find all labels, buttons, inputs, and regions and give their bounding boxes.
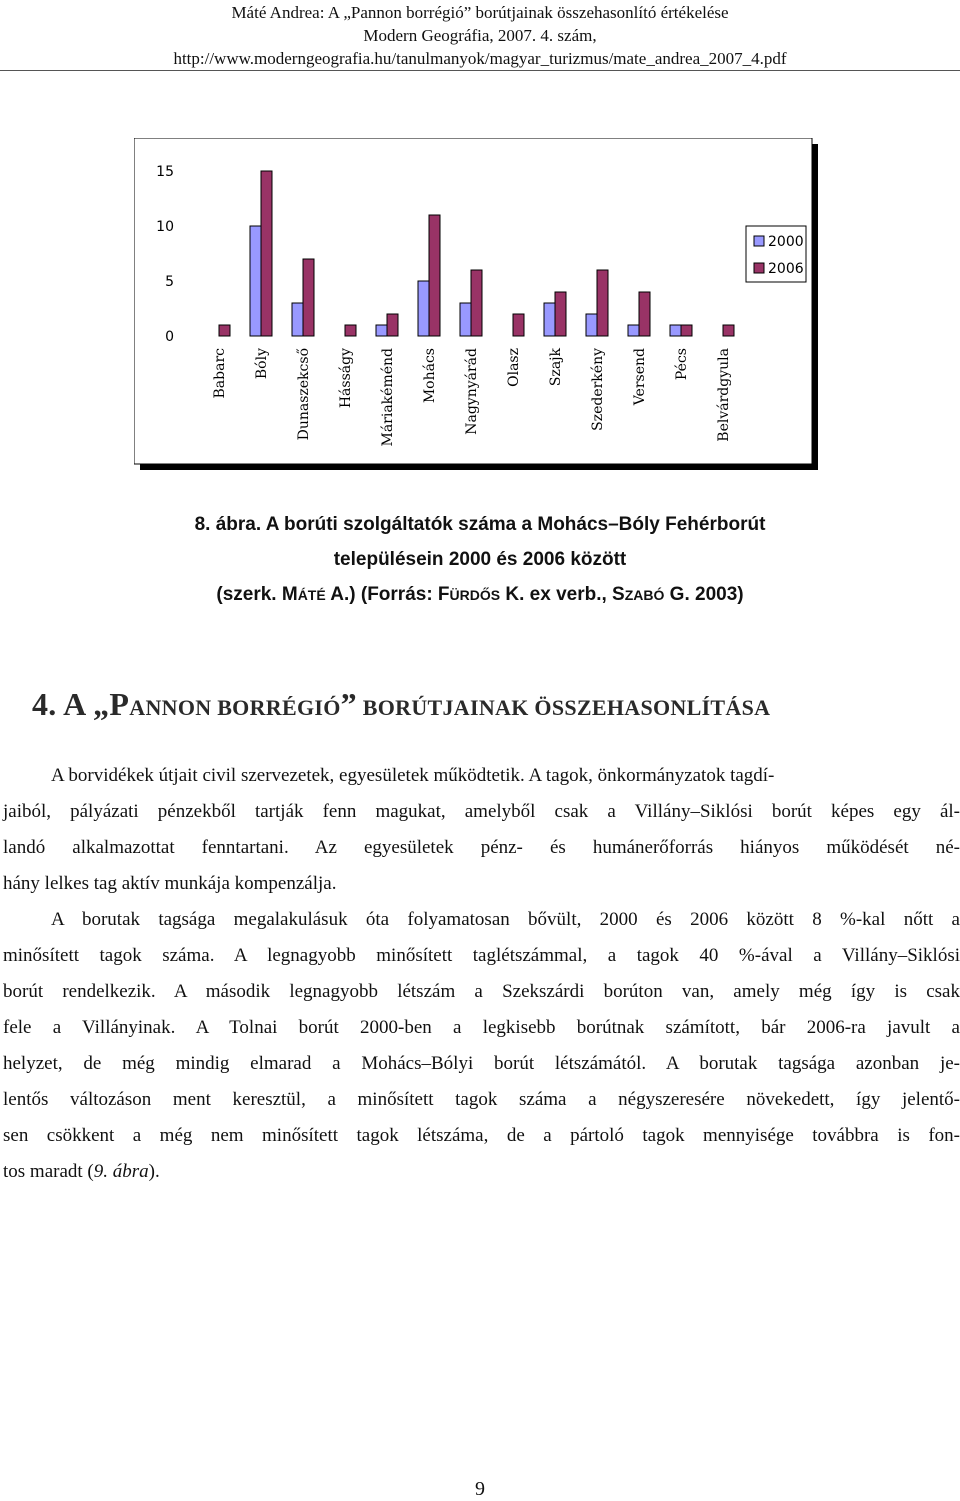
text-part: tos maradt ( bbox=[3, 1161, 94, 1182]
x-tick-label: Dunaszekcső bbox=[296, 348, 312, 441]
header-rule bbox=[0, 70, 960, 71]
text-line: A borutak tagsága megalakulásuk óta folyamatosan bővült, 2000 és 2006 között 8 %-kal nőtt a bbox=[51, 909, 960, 930]
bar-2000-Máriakéménd bbox=[376, 325, 387, 336]
bar-2006-Pécs bbox=[681, 325, 692, 336]
x-tick-label: Nagynyárád bbox=[464, 348, 480, 435]
page-number: 9 bbox=[475, 1478, 485, 1500]
text-line: hány lelkes tag aktív munkája kompenzálja. bbox=[3, 873, 337, 894]
x-tick-label: Versend bbox=[632, 348, 648, 406]
legend-label-2006: 2006 bbox=[768, 261, 804, 277]
x-tick-label: Mohács bbox=[422, 348, 438, 404]
caption-part: A.) (Forrás: F bbox=[325, 584, 450, 605]
text-line: lentős változáson ment keresztül, a minősített tagok száma a négyszeresére növekedett, így jelentő- bbox=[3, 1089, 960, 1110]
legend-label-2000: 2000 bbox=[768, 234, 804, 250]
text-line: A borvidékek útjait civil szervezetek, egyesületek működtetik. A tagok, önkormányzatok tagdí- bbox=[51, 765, 775, 786]
caption-smallcaps: ÁTÉ bbox=[297, 587, 326, 603]
bar-2006-Szajk bbox=[555, 292, 566, 336]
bar-2006-Olasz bbox=[513, 314, 524, 336]
heading-rest: BORÚTJAINAK ÖSSZEHASONLÍTÁSA bbox=[356, 695, 771, 720]
caption-part: G. 2003) bbox=[664, 584, 744, 605]
y-tick-label: 5 bbox=[165, 274, 174, 290]
text-part: ). bbox=[148, 1161, 160, 1182]
chart-legend bbox=[746, 226, 806, 282]
x-tick-label: Babarc bbox=[212, 348, 228, 399]
bar-2000-Mohács bbox=[418, 281, 429, 336]
bar-2000-Versend bbox=[628, 325, 639, 336]
bar-2006-Belvárdgyula bbox=[723, 325, 734, 336]
heading-quote-close: ” bbox=[340, 686, 357, 722]
bar-2006-Versend bbox=[639, 292, 650, 336]
legend-swatch-2006 bbox=[754, 263, 764, 273]
y-tick-label: 15 bbox=[156, 164, 174, 180]
text-line: jaiból, pályázati pénzekből tartják fenn magukat, amelyből csak a Villány–Siklósi borút képes egy ál- bbox=[3, 801, 960, 822]
x-tick-label: Olasz bbox=[506, 348, 522, 387]
heading-smallcaps: ANNON BORRÉGIÓ bbox=[129, 695, 341, 720]
caption-line-3 bbox=[100, 577, 860, 613]
bar-2000-Szajk bbox=[544, 303, 555, 336]
bar-chart bbox=[134, 138, 820, 472]
bar-2000-Dunaszekcső bbox=[292, 303, 303, 336]
x-tick-label: Máriakéménd bbox=[380, 348, 396, 447]
bar-2006-Hásságy bbox=[345, 325, 356, 336]
bar-2006-Bóly bbox=[261, 171, 272, 336]
bar-2000-Nagynyárád bbox=[460, 303, 471, 336]
caption-line-1: 8. ábra. A borúti szolgáltatók száma a Mohács–Bóly Fehérborút bbox=[194, 514, 766, 535]
section-heading bbox=[32, 686, 770, 723]
bar-2006-Dunaszekcső bbox=[303, 259, 314, 336]
header-journal: Modern Geográfia, 2007. 4. szám, bbox=[363, 26, 597, 45]
header-title: Máté Andrea: A „Pannon borrégió” borútjainak összehasonlító értékelése bbox=[231, 3, 729, 22]
x-tick-label: Szajk bbox=[548, 348, 564, 387]
heading-quote-open: „ bbox=[93, 686, 110, 722]
text-line: borút rendelkezik. A második legnagyobb létszám a Szekszárdi borúton van, amely még így is csak bbox=[3, 981, 960, 1002]
x-tick-label: Belvárdgyula bbox=[716, 348, 732, 442]
x-tick-label: Pécs bbox=[674, 348, 690, 381]
bar-2000-Szederkény bbox=[586, 314, 597, 336]
caption-smallcaps: ZABÓ bbox=[624, 587, 665, 603]
bar-2006-Babarc bbox=[219, 325, 230, 336]
bar-2000-Bóly bbox=[250, 226, 261, 336]
bar-2006-Máriakéménd bbox=[387, 314, 398, 336]
legend-swatch-2000 bbox=[754, 236, 764, 246]
caption-part: (szerk. M bbox=[216, 584, 298, 605]
x-tick-label: Bóly bbox=[254, 348, 270, 380]
text-line: sen csökkent a még nem minősített tagok létszáma, de a pártoló tagok mennyisége továbbra is fon- bbox=[3, 1125, 960, 1146]
caption-smallcaps: ÜRDŐS bbox=[449, 587, 501, 603]
figure-reference: 9. ábra bbox=[93, 1161, 149, 1182]
figure-caption bbox=[100, 507, 860, 613]
page-header bbox=[0, 0, 960, 70]
heading-number: 4. A bbox=[32, 686, 94, 722]
caption-part: K. ex verb., S bbox=[500, 584, 625, 605]
y-tick-label: 10 bbox=[156, 219, 174, 235]
x-tick-label: Hásságy bbox=[338, 348, 354, 409]
bar-2006-Szederkény bbox=[597, 270, 608, 336]
y-tick-label: 0 bbox=[165, 329, 174, 345]
heading-initial: P bbox=[109, 686, 130, 722]
x-tick-label: Szederkény bbox=[590, 348, 606, 431]
text-line: minősített tagok száma. A legnagyobb minősített taglétszámmal, a tagok 40 %-ával a Villány–Siklósi bbox=[3, 945, 960, 966]
caption-line-2: településein 2000 és 2006 között bbox=[333, 549, 627, 570]
bar-2000-Pécs bbox=[670, 325, 681, 336]
text-line: landó alkalmazottat fenntartani. Az egyesületek pénz- és humánerőforrás hiányos működését né- bbox=[3, 837, 960, 858]
text-line: fele a Villányinak. A Tolnai borút 2000-ben a legkisebb borútnak számított, bár 2006-ra javult a bbox=[3, 1017, 960, 1038]
header-url: http://www.moderngeografia.hu/tanulmanyok/magyar_turizmus/mate_andrea_2007_4.pdf bbox=[173, 49, 787, 68]
bar-2006-Mohács bbox=[429, 215, 440, 336]
bar-2006-Nagynyárád bbox=[471, 270, 482, 336]
text-line: helyzet, de még mindig elmarad a Mohács–Bólyi borút létszámától. A borutak tagsága azonban je- bbox=[3, 1053, 960, 1074]
text-line-last bbox=[3, 1154, 160, 1190]
